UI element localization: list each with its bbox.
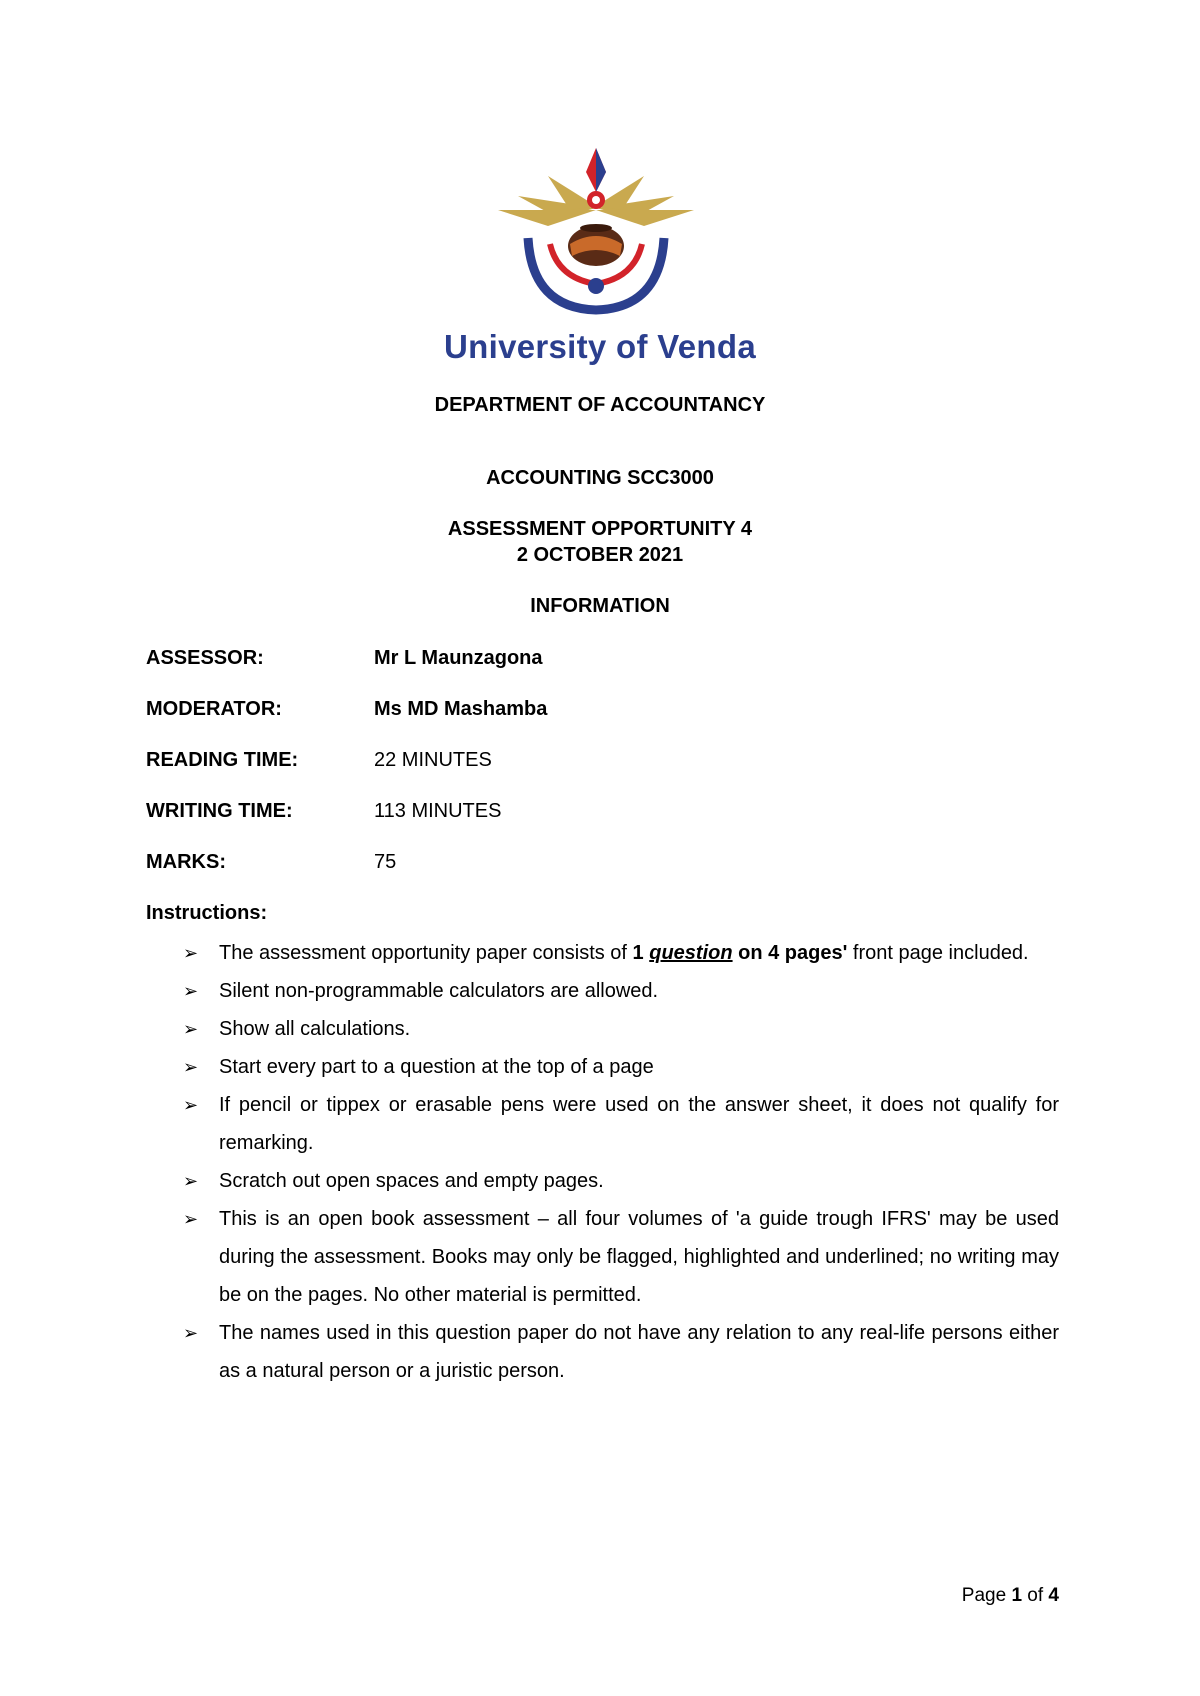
university-crest-icon	[498, 148, 694, 326]
total-pages: 4	[1048, 1585, 1059, 1606]
detail-label: MARKS:	[146, 851, 226, 873]
instruction-text: Silent non-programmable calculators are allowed.	[219, 980, 659, 1002]
instruction-item	[183, 1086, 1059, 1162]
of-label: of	[1022, 1585, 1049, 1606]
instructions-title: Instructions:	[146, 902, 268, 924]
detail-value: 113 MINUTES	[374, 800, 502, 822]
information-heading: INFORMATION	[530, 595, 670, 617]
current-page: 1	[1011, 1585, 1023, 1606]
arrow-bullet-icon: ➢	[183, 943, 199, 963]
instruction-item	[183, 1162, 1059, 1200]
assessment-heading: ASSESSMENT OPPORTUNITY 4	[447, 518, 753, 540]
detail-value: Ms MD Mashamba	[374, 698, 548, 720]
arrow-bullet-icon: ➢	[183, 1323, 199, 1343]
arrow-bullet-icon: ➢	[183, 981, 199, 1001]
instruction-emphasis: on 4 pages'	[732, 942, 848, 964]
instruction-text: If pencil or tippex or erasable pens were used on the answer sheet, it does not qualify for remarking.	[219, 1094, 1059, 1154]
detail-label: MODERATOR:	[146, 698, 282, 720]
instruction-text: front page included.	[847, 942, 1029, 964]
detail-value: 22 MINUTES	[374, 749, 492, 771]
instruction-text: The assessment opportunity paper consists of	[219, 942, 633, 964]
detail-label: WRITING TIME:	[146, 800, 293, 822]
instruction-item	[183, 1048, 1059, 1086]
instruction-text: Show all calculations.	[219, 1018, 411, 1040]
page-label: Page	[961, 1585, 1012, 1606]
detail-label: READING TIME:	[146, 749, 299, 771]
university-wordmark: University of Venda	[444, 328, 756, 365]
instruction-emphasis: question	[649, 942, 733, 964]
instruction-item	[183, 1010, 1059, 1048]
page-number	[900, 1585, 1059, 1607]
arrow-bullet-icon: ➢	[183, 1209, 199, 1229]
instruction-item	[183, 934, 1059, 972]
instruction-text: Scratch out open spaces and empty pages.	[219, 1170, 604, 1192]
detail-value: Mr L Maunzagona	[374, 647, 543, 669]
instruction-item	[183, 1314, 1059, 1390]
course-heading: ACCOUNTING SCC3000	[486, 467, 714, 489]
instruction-list	[183, 934, 1059, 1390]
instruction-text: This is an open book assessment – all four volumes of 'a guide trough IFRS' may be used during the assessment. Books may only be flagged, highlighted and underlined; no writing may be on the pages. No other material is permitted.	[219, 1208, 1059, 1306]
arrow-bullet-icon: ➢	[183, 1095, 199, 1115]
arrow-bullet-icon: ➢	[183, 1019, 199, 1039]
instruction-item	[183, 1200, 1059, 1314]
arrow-bullet-icon: ➢	[183, 1171, 199, 1191]
instruction-item	[183, 972, 1059, 1010]
detail-label: ASSESSOR:	[146, 647, 264, 669]
department-heading: DEPARTMENT OF ACCOUNTANCY	[434, 394, 766, 416]
instruction-emphasis: 1	[632, 942, 650, 964]
arrow-bullet-icon: ➢	[183, 1057, 199, 1077]
assessment-date: 2 OCTOBER 2021	[516, 544, 684, 566]
instruction-text: Start every part to a question at the top of a page	[219, 1056, 654, 1078]
detail-value: 75	[374, 851, 397, 873]
instruction-text: The names used in this question paper do not have any relation to any real-life persons either as a natural person or a juristic person.	[219, 1322, 1059, 1382]
